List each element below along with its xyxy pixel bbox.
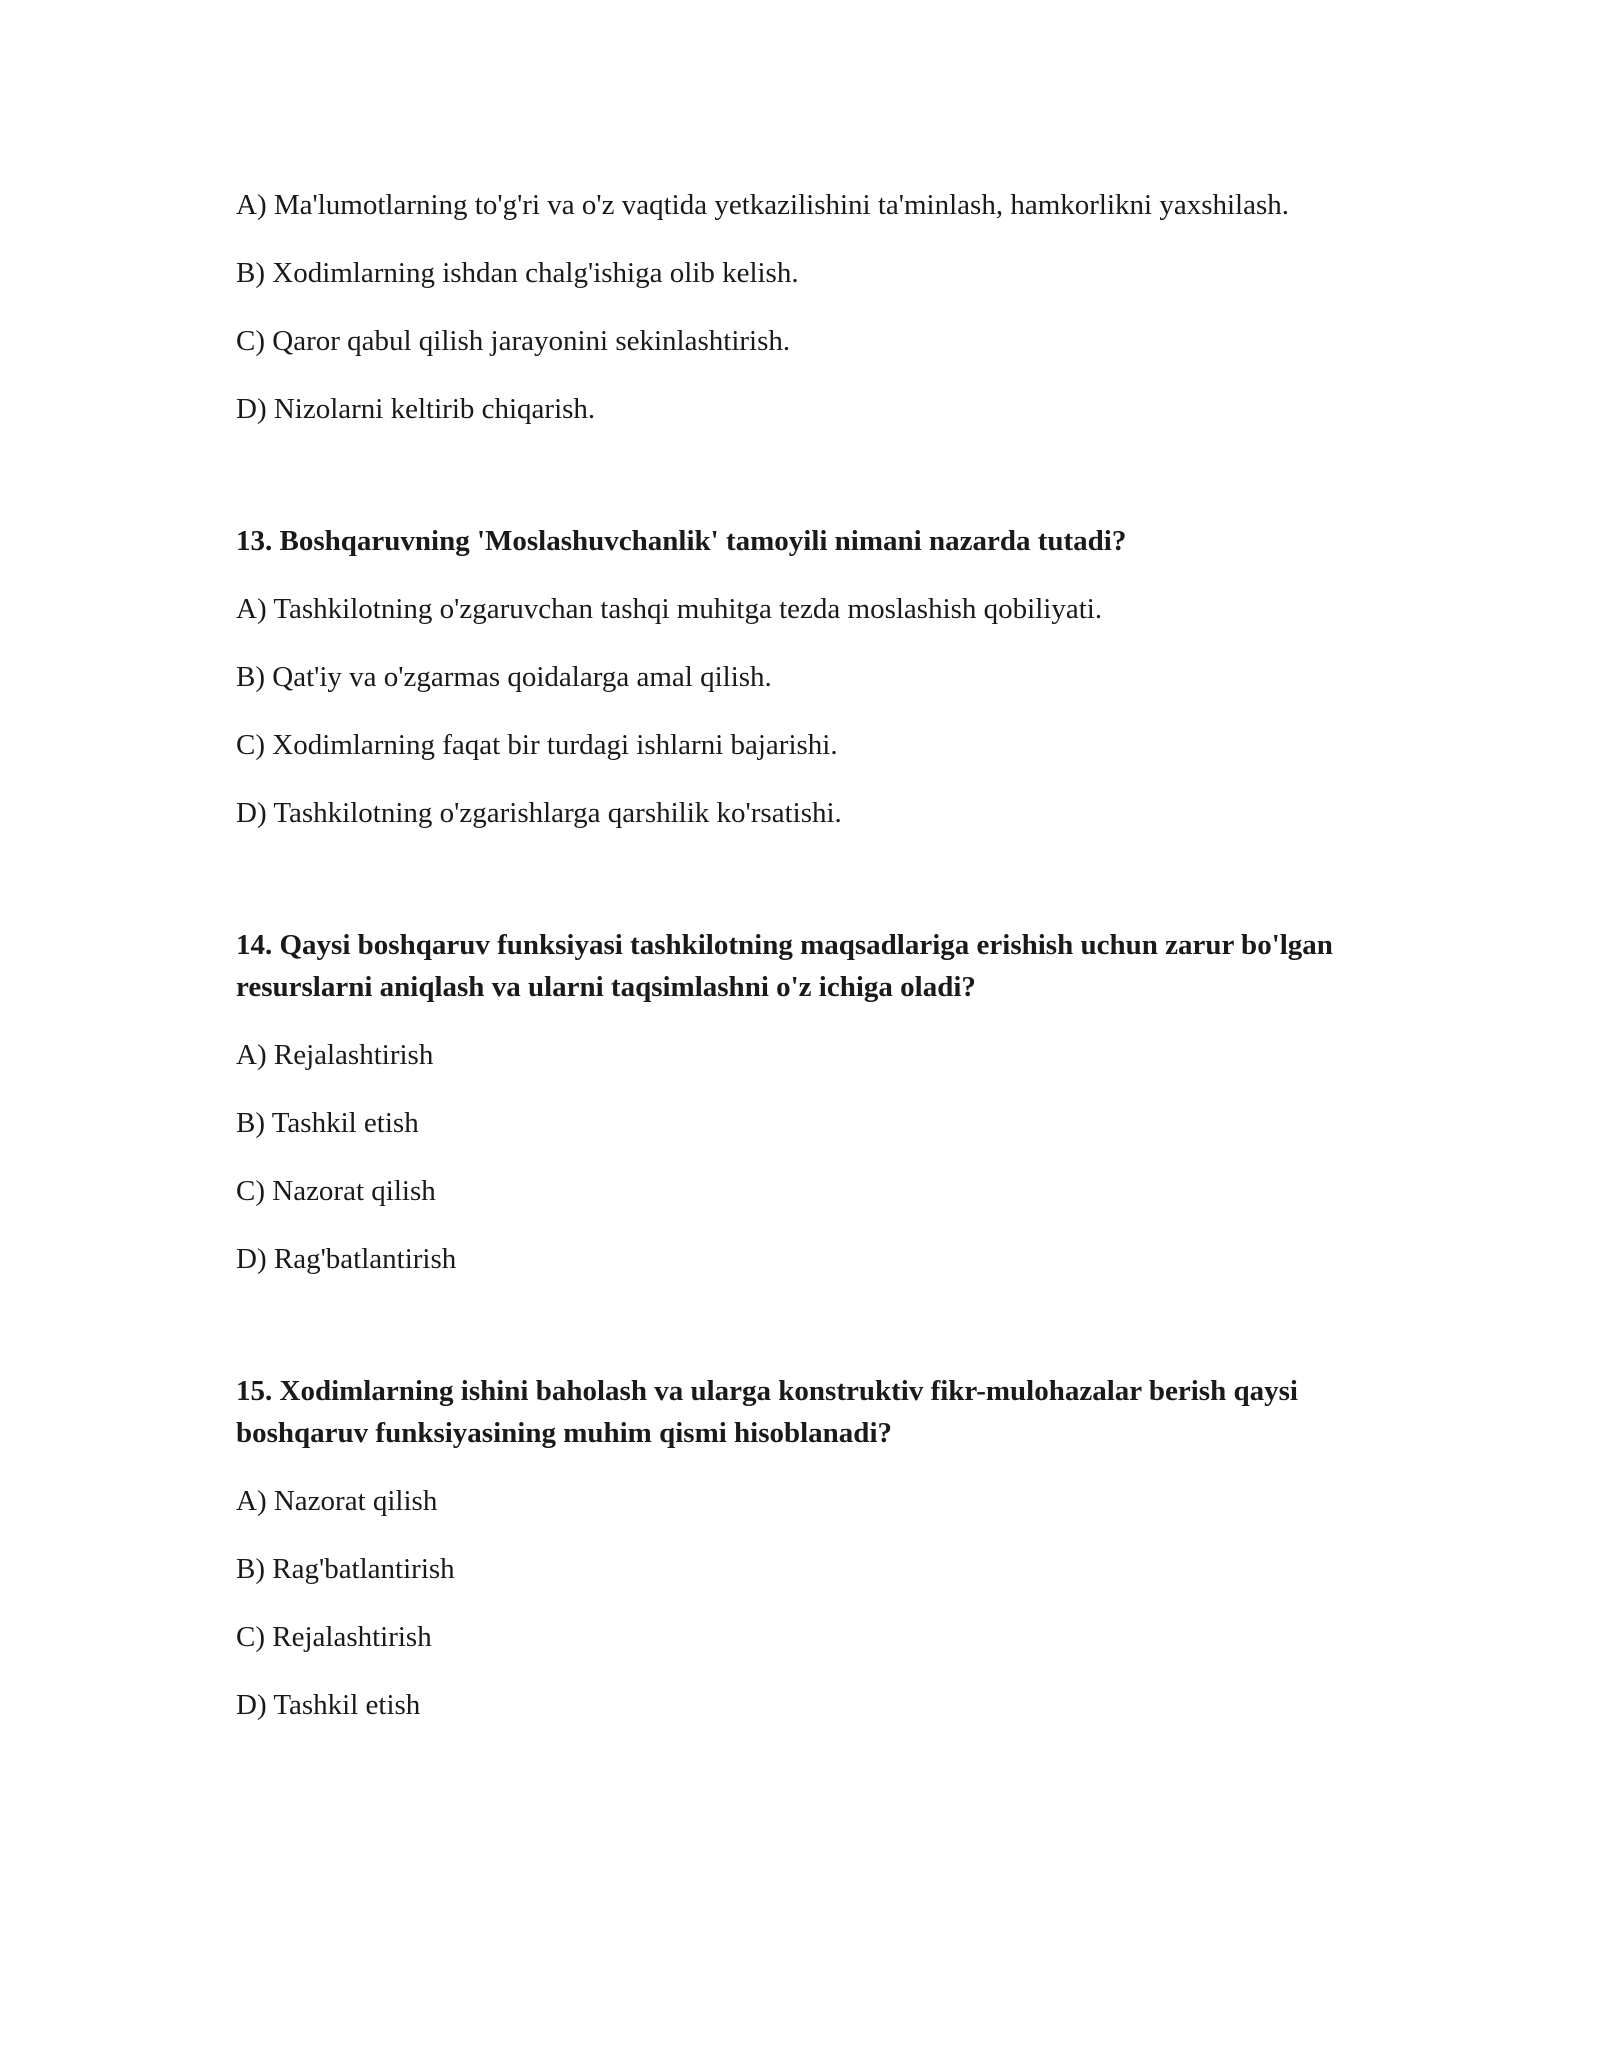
question-block-13 (236, 520, 1366, 834)
question-title: 14. Qaysi boshqaruv funksiyasi tashkilotning maqsadlariga erishish uchun zarur bo'lgan resurslarni aniqlash va ularni taqsimlashni o'z ichiga oladi? (236, 929, 1333, 1003)
option-d: D) Rag'batlantirish (236, 1243, 457, 1275)
option-a: A) Rejalashtirish (236, 1039, 434, 1071)
option-a: A) Nazorat qilish (236, 1485, 438, 1517)
option-b: B) Xodimlarning ishdan chalg'ishiga olib kelish. (236, 257, 799, 289)
option-a: A) Ma'lumotlarning to'g'ri va o'z vaqtida yetkazilishini ta'minlash, hamkorlikni yaxshilash. (236, 189, 1290, 221)
option-c: C) Xodimlarning faqat bir turdagi ishlarni bajarishi. (236, 729, 838, 761)
question-title: 13. Boshqaruvning 'Moslashuvchanlik' tamoyili nimani nazarda tutadi? (236, 525, 1127, 557)
question-block-15 (236, 1370, 1366, 1726)
option-d: D) Tashkilotning o'zgarishlarga qarshilik ko'rsatishi. (236, 797, 842, 829)
question-block-14 (236, 924, 1366, 1280)
option-c: C) Qaror qabul qilish jarayonini sekinlashtirish. (236, 325, 791, 357)
option-c: C) Nazorat qilish (236, 1175, 436, 1207)
option-b: B) Qat'iy va o'zgarmas qoidalarga amal qilish. (236, 661, 772, 693)
option-c: C) Rejalashtirish (236, 1621, 432, 1653)
option-d: D) Nizolarni keltirib chiqarish. (236, 393, 596, 425)
document-page (236, 184, 1366, 1752)
question-block-12-continued (236, 184, 1366, 430)
option-b: B) Rag'batlantirish (236, 1553, 455, 1585)
option-b: B) Tashkil etish (236, 1107, 419, 1139)
option-d: D) Tashkil etish (236, 1689, 421, 1721)
question-title: 15. Xodimlarning ishini baholash va ularga konstruktiv fikr-mulohazalar berish qaysi boshqaruv funksiyasining muhim qismi hisoblanadi? (236, 1375, 1298, 1449)
option-a: A) Tashkilotning o'zgaruvchan tashqi muhitga tezda moslashish qobiliyati. (236, 593, 1103, 625)
